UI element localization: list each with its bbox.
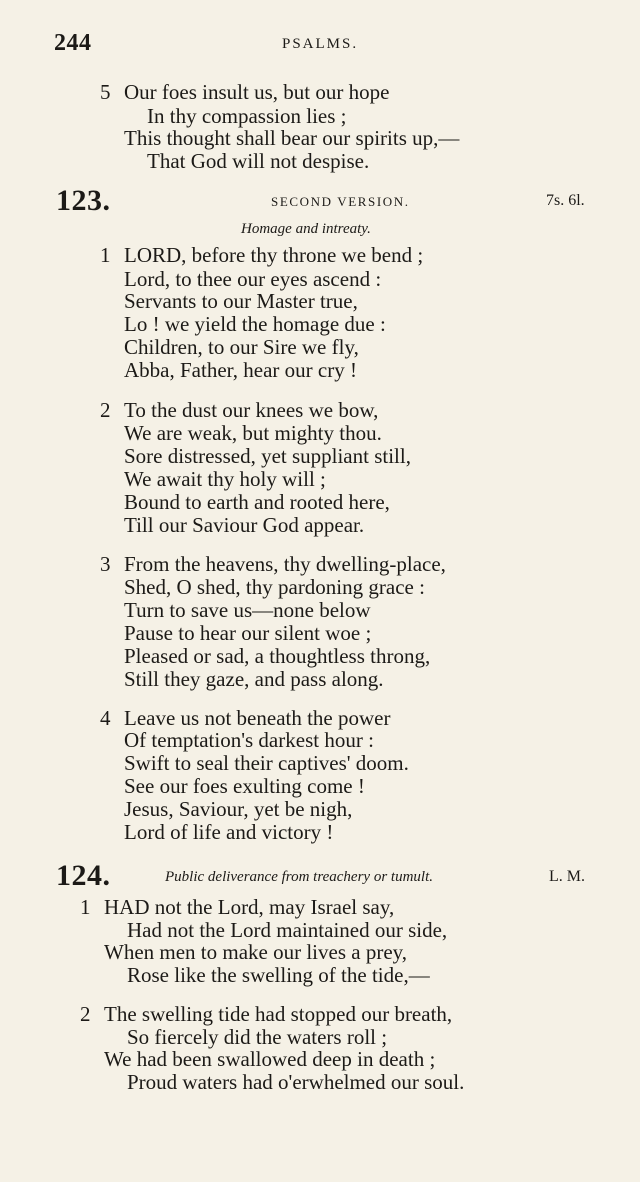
verse-line: Pleased or sad, a thoughtless throng, <box>124 644 431 668</box>
verse-line: Proud waters had o'erwhelmed our soul. <box>127 1070 465 1094</box>
hymn-subtitle: Public deliverance from treachery or tumult. <box>165 869 433 885</box>
stanza-number: 1 <box>80 895 91 919</box>
verse-line: To the dust our knees we bow, <box>124 398 379 422</box>
verse-line: LORD, before thy throne we bend ; <box>124 243 424 267</box>
stanza-number: 1 <box>100 243 111 267</box>
verse-line: Servants to our Master true, <box>124 289 358 313</box>
verse-line: That God will not despise. <box>147 149 370 173</box>
stanza-number: 5 <box>100 80 111 104</box>
verse-line: Children, to our Sire we fly, <box>124 335 359 359</box>
verse-line: Still they gaze, and pass along. <box>124 667 384 691</box>
verse-line: Abba, Father, hear our cry ! <box>124 358 357 382</box>
hymn-number: 123. <box>56 184 111 217</box>
verse-line: Rose like the swelling of the tide,— <box>127 963 430 987</box>
verse-line: See our foes exulting come ! <box>124 774 365 798</box>
verse-line: When men to make our lives a prey, <box>104 940 408 964</box>
verse-line: So fiercely did the waters roll ; <box>127 1025 388 1049</box>
running-head: PSALMS. <box>282 36 359 52</box>
stanza-number: 2 <box>100 398 111 422</box>
hymn-number: 124. <box>56 859 111 892</box>
verse-line: HAD not the Lord, may Israel say, <box>104 895 395 919</box>
verse-line: Pause to hear our silent woe ; <box>124 621 372 645</box>
verse-line: Till our Saviour God appear. <box>124 513 365 537</box>
verse-line: Leave us not beneath the power <box>124 706 391 730</box>
hymn-meter: 7s. 6l. <box>546 192 585 209</box>
stanza-number: 3 <box>100 552 111 576</box>
verse-line: We had been swallowed deep in death ; <box>104 1047 436 1071</box>
verse-line: Lord of life and victory ! <box>124 820 334 844</box>
verse-line: Sore distressed, yet suppliant still, <box>124 444 411 468</box>
verse-line: Jesus, Saviour, yet be nigh, <box>124 797 353 821</box>
verse-line: Lord, to thee our eyes ascend : <box>124 267 382 291</box>
verse-line: Shed, O shed, thy pardoning grace : <box>124 575 425 599</box>
verse-line: Lo ! we yield the homage due : <box>124 312 386 336</box>
hymn-subtitle: Homage and intreaty. <box>241 221 371 237</box>
verse-line: Our foes insult us, but our hope <box>124 80 390 104</box>
version-label: SECOND VERSION. <box>271 194 410 209</box>
verse-line: We are weak, but mighty thou. <box>124 421 382 445</box>
verse-line: Of temptation's darkest hour : <box>124 728 374 752</box>
stanza-number: 4 <box>100 706 111 730</box>
page-number: 244 <box>54 30 92 56</box>
verse-line: In thy compassion lies ; <box>147 104 347 128</box>
stanza-number: 2 <box>80 1002 91 1026</box>
verse-line: Swift to seal their captives' doom. <box>124 751 409 775</box>
verse-line: We await thy holy will ; <box>124 467 326 491</box>
verse-line: Bound to earth and rooted here, <box>124 490 390 514</box>
hymn-meter: L. M. <box>549 868 585 885</box>
verse-line: This thought shall bear our spirits up,— <box>124 126 460 150</box>
verse-line: Had not the Lord maintained our side, <box>127 918 448 942</box>
verse-line: From the heavens, thy dwelling-place, <box>124 552 446 576</box>
verse-line: Turn to save us—none below <box>124 598 371 622</box>
verse-line: The swelling tide had stopped our breath, <box>104 1002 453 1026</box>
